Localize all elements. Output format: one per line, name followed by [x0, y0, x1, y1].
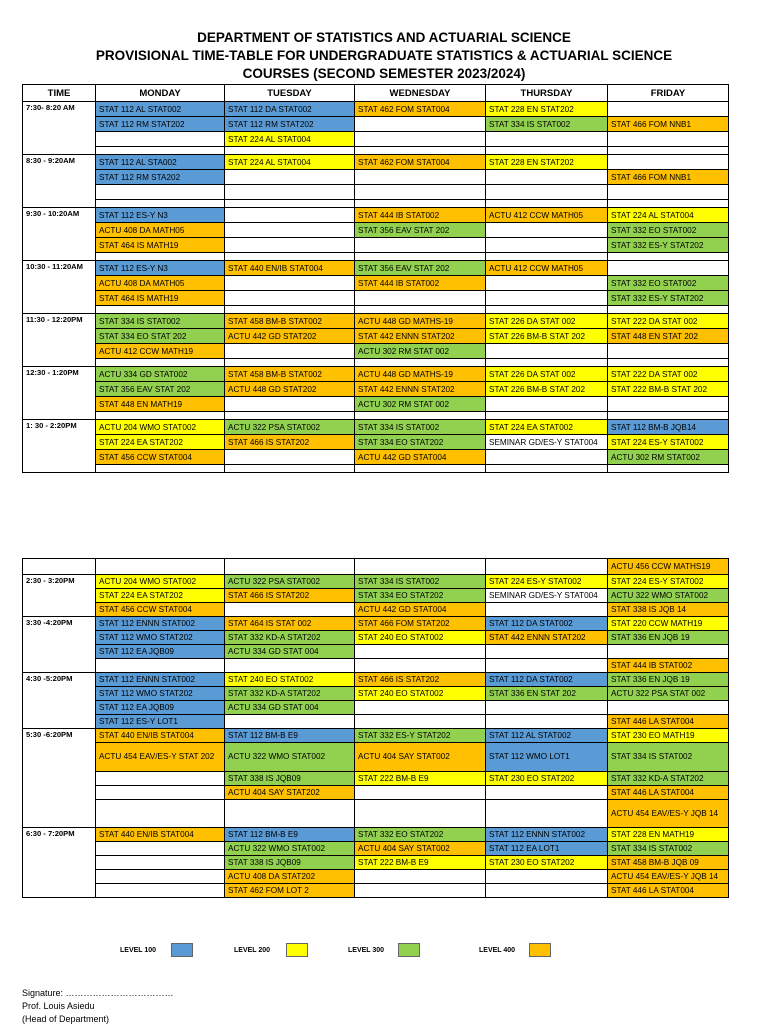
course-cell-thursday	[486, 397, 608, 412]
course-cell-thursday: SEMINAR GD/ES-Y STAT004	[486, 589, 608, 603]
spacer-cell	[355, 306, 486, 314]
spacer-cell	[225, 465, 355, 473]
course-cell-thursday: STAT 226 DA STAT 002	[486, 367, 608, 382]
course-cell-thursday: STAT 228 EN STAT202	[486, 155, 608, 170]
course-cell-tuesday	[225, 185, 355, 200]
course-cell-wednesday	[355, 645, 486, 659]
course-cell-thursday	[486, 276, 608, 291]
course-cell-wednesday: STAT 356 EAV STAT 202	[355, 261, 486, 276]
spacer-cell	[355, 200, 486, 208]
course-cell-friday	[608, 185, 729, 200]
course-cell-wednesday	[355, 238, 486, 253]
course-cell-thursday	[486, 659, 608, 673]
spacer-cell	[96, 359, 225, 367]
course-cell-wednesday: STAT 356 EAV STAT 202	[355, 223, 486, 238]
course-cell-wednesday: STAT 222 BM-B E9	[355, 856, 486, 870]
course-cell-wednesday: ACTU 442 GD STAT004	[355, 603, 486, 617]
course-cell-wednesday	[355, 659, 486, 673]
course-cell-thursday: ACTU 412 CCW MATH05	[486, 261, 608, 276]
course-cell-tuesday	[225, 208, 355, 223]
spacer-cell	[355, 147, 486, 155]
course-cell-tuesday: STAT 224 AL STAT004	[225, 132, 355, 147]
course-cell-tuesday: ACTU 334 GD STAT 004	[225, 701, 355, 715]
course-cell-wednesday	[355, 701, 486, 715]
course-cell-monday: STAT 448 EN MATH19	[96, 397, 225, 412]
course-cell-monday: STAT 112 ES-Y N3	[96, 261, 225, 276]
course-cell-tuesday	[225, 344, 355, 359]
course-cell-thursday	[486, 884, 608, 898]
course-cell-wednesday	[355, 132, 486, 147]
course-cell-thursday	[486, 238, 608, 253]
course-cell-monday: ACTU 204 WMO STAT002	[96, 575, 225, 589]
course-cell-friday: ACTU 456 CCW MATHS19	[608, 559, 729, 575]
course-cell-tuesday: ACTU 408 DA STAT202	[225, 870, 355, 884]
course-cell-monday: STAT 464 IS MATH19	[96, 238, 225, 253]
course-cell-wednesday: STAT 332 ES-Y STAT202	[355, 729, 486, 743]
spacer-cell	[225, 253, 355, 261]
course-cell-thursday	[486, 701, 608, 715]
column-header-tuesday: TUESDAY	[225, 85, 355, 102]
course-cell-monday: STAT 112 WMO STAT202	[96, 687, 225, 701]
course-cell-thursday	[486, 559, 608, 575]
spacer-cell	[608, 147, 729, 155]
course-cell-monday: STAT 112 AL STA002	[96, 155, 225, 170]
course-cell-tuesday	[225, 800, 355, 828]
course-cell-tuesday: STAT 112 BM-B E9	[225, 729, 355, 743]
course-cell-thursday: STAT 230 EO STAT202	[486, 856, 608, 870]
course-cell-tuesday	[225, 291, 355, 306]
course-cell-friday: ACTU 322 WMO STAT002	[608, 589, 729, 603]
course-cell-friday: STAT 446 LA STAT004	[608, 884, 729, 898]
course-cell-monday: STAT 112 EA JQB09	[96, 701, 225, 715]
course-cell-wednesday: STAT 442 ENNN STAT202	[355, 382, 486, 397]
course-cell-thursday	[486, 132, 608, 147]
course-cell-thursday: STAT 112 ENNN STAT002	[486, 828, 608, 842]
course-cell-thursday: STAT 112 DA STAT002	[486, 673, 608, 687]
course-cell-tuesday: STAT 466 IS STAT202	[225, 435, 355, 450]
course-cell-monday: STAT 112 ENNN STAT002	[96, 617, 225, 631]
course-cell-tuesday	[225, 170, 355, 185]
course-cell-tuesday: STAT 112 RM STAT202	[225, 117, 355, 132]
spacer-cell	[486, 359, 608, 367]
course-cell-tuesday: ACTU 322 WMO STAT002	[225, 842, 355, 856]
course-cell-monday: STAT 464 IS MATH19	[96, 291, 225, 306]
course-cell-thursday: STAT 224 ES-Y STAT002	[486, 575, 608, 589]
course-cell-monday	[96, 856, 225, 870]
course-cell-monday	[96, 659, 225, 673]
course-cell-monday: ACTU 454 EAV/ES-Y STAT 202	[96, 743, 225, 772]
course-cell-monday: STAT 440 EN/IB STAT004	[96, 828, 225, 842]
course-cell-tuesday: STAT 332 KD-A STAT202	[225, 631, 355, 645]
course-cell-friday: STAT 220 CCW MATH19	[608, 617, 729, 631]
course-cell-tuesday: STAT 338 IS JQB09	[225, 772, 355, 786]
time-slot: 5:30 -6:20PM	[23, 729, 96, 828]
course-cell-wednesday: ACTU 442 GD STAT004	[355, 450, 486, 465]
course-cell-tuesday: ACTU 322 PSA STAT002	[225, 575, 355, 589]
course-cell-monday	[96, 772, 225, 786]
course-cell-tuesday	[225, 238, 355, 253]
course-cell-friday	[608, 155, 729, 170]
course-cell-friday	[608, 344, 729, 359]
course-cell-monday	[96, 185, 225, 200]
course-cell-monday: STAT 112 ES-Y N3	[96, 208, 225, 223]
time-slot: 11:30 - 12:20PM	[23, 314, 96, 367]
course-cell-thursday	[486, 185, 608, 200]
course-cell-thursday: STAT 226 BM-B STAT 202	[486, 382, 608, 397]
course-cell-monday	[96, 800, 225, 828]
course-cell-monday: STAT 112 ES-Y LOT1	[96, 715, 225, 729]
course-cell-monday: ACTU 412 CCW MATH19	[96, 344, 225, 359]
course-cell-friday: STAT 112 BM-B JQB14	[608, 420, 729, 435]
title-timetable: PROVISIONAL TIME-TABLE FOR UNDERGRADUATE STATISTICS & ACTUARIAL SCIENCE	[95, 48, 673, 63]
course-cell-monday: STAT 456 CCW STAT004	[96, 603, 225, 617]
course-cell-monday: STAT 224 EA STAT202	[96, 589, 225, 603]
course-cell-thursday	[486, 223, 608, 238]
course-cell-friday	[608, 132, 729, 147]
course-cell-thursday: ACTU 412 CCW MATH05	[486, 208, 608, 223]
timetable-morning	[22, 84, 729, 473]
course-cell-monday	[96, 870, 225, 884]
course-cell-wednesday: STAT 444 IB STAT002	[355, 208, 486, 223]
course-cell-thursday: STAT 334 IS STAT002	[486, 117, 608, 132]
course-cell-wednesday: STAT 462 FOM STAT004	[355, 102, 486, 117]
title-semester: COURSES (SECOND SEMESTER 2023/2024)	[242, 66, 526, 81]
course-cell-monday	[96, 786, 225, 800]
signatory-name: Prof. Louis Asiedu	[22, 1001, 95, 1011]
course-cell-friday: ACTU 322 PSA STAT 002	[608, 687, 729, 701]
course-cell-wednesday: ACTU 448 GD MATHS-19	[355, 314, 486, 329]
course-cell-tuesday: STAT 462 FOM LOT 2	[225, 884, 355, 898]
course-cell-wednesday: STAT 444 IB STAT002	[355, 276, 486, 291]
course-cell-wednesday: ACTU 302 RM STAT 002	[355, 344, 486, 359]
time-slot: 10:30 - 11:20AM	[23, 261, 96, 314]
course-cell-friday	[608, 701, 729, 715]
course-cell-tuesday: STAT 466 IS STAT202	[225, 589, 355, 603]
signature-block	[22, 987, 174, 1026]
course-cell-thursday	[486, 170, 608, 185]
course-cell-wednesday: STAT 466 FOM STAT202	[355, 617, 486, 631]
legend-label-200: LEVEL 200	[234, 947, 271, 954]
spacer-cell	[486, 147, 608, 155]
course-cell-wednesday: ACTU 404 SAY STAT002	[355, 743, 486, 772]
course-cell-tuesday	[225, 559, 355, 575]
course-cell-tuesday: STAT 240 EO STAT002	[225, 673, 355, 687]
course-cell-wednesday	[355, 786, 486, 800]
spacer-cell	[96, 412, 225, 420]
course-cell-monday: STAT 440 EN/IB STAT004	[96, 729, 225, 743]
course-cell-monday: STAT 112 RM STA202	[96, 170, 225, 185]
course-cell-wednesday: STAT 334 EO STAT202	[355, 589, 486, 603]
course-cell-tuesday	[225, 659, 355, 673]
legend-swatch-200	[286, 943, 308, 957]
signatory-title: (Head of Department)	[22, 1014, 110, 1024]
course-cell-tuesday: STAT 332 KD-A STAT202	[225, 687, 355, 701]
course-cell-wednesday	[355, 884, 486, 898]
spacer-cell	[96, 147, 225, 155]
timetable-afternoon	[22, 558, 729, 898]
course-cell-monday: STAT 356 EAV STAT 202	[96, 382, 225, 397]
course-cell-wednesday: STAT 466 IS STAT202	[355, 673, 486, 687]
course-cell-wednesday: STAT 334 IS STAT002	[355, 575, 486, 589]
column-header-time: TIME	[23, 85, 96, 102]
course-cell-tuesday: STAT 224 AL STAT004	[225, 155, 355, 170]
course-cell-thursday: STAT 112 DA STAT002	[486, 617, 608, 631]
course-cell-friday: STAT 446 LA STAT004	[608, 786, 729, 800]
column-header-wednesday: WEDNESDAY	[355, 85, 486, 102]
course-cell-friday: STAT 222 DA STAT 002	[608, 314, 729, 329]
course-cell-wednesday: STAT 240 EO STAT002	[355, 631, 486, 645]
spacer-cell	[355, 253, 486, 261]
course-cell-thursday	[486, 870, 608, 884]
course-cell-wednesday: STAT 442 ENNN STAT202	[355, 329, 486, 344]
course-cell-friday	[608, 397, 729, 412]
course-cell-thursday	[486, 645, 608, 659]
course-cell-friday: STAT 332 EO STAT002	[608, 276, 729, 291]
course-cell-friday: STAT 334 IS STAT002	[608, 743, 729, 772]
time-slot: 4:30 -5:20PM	[23, 673, 96, 729]
course-cell-thursday: STAT 112 AL STAT002	[486, 729, 608, 743]
course-cell-wednesday: ACTU 448 GD MATHS-19	[355, 367, 486, 382]
spacer-cell	[225, 359, 355, 367]
spacer-cell	[225, 412, 355, 420]
spacer-cell	[225, 306, 355, 314]
course-cell-tuesday: ACTU 404 SAY STAT202	[225, 786, 355, 800]
spacer-cell	[96, 200, 225, 208]
course-cell-thursday: SEMINAR GD/ES-Y STAT004	[486, 435, 608, 450]
course-cell-thursday: STAT 226 DA STAT 002	[486, 314, 608, 329]
legend-label-300: LEVEL 300	[348, 947, 385, 954]
time-slot: 12:30 - 1:20PM	[23, 367, 96, 420]
course-cell-wednesday: ACTU 404 SAY STAT002	[355, 842, 486, 856]
course-cell-tuesday	[225, 223, 355, 238]
time-slot: 3:30 -4:20PM	[23, 617, 96, 673]
course-cell-tuesday: STAT 112 DA STAT002	[225, 102, 355, 117]
spacer-cell	[608, 465, 729, 473]
course-cell-monday: ACTU 334 GD STAT002	[96, 367, 225, 382]
course-cell-friday	[608, 261, 729, 276]
column-header-friday: FRIDAY	[608, 85, 729, 102]
legend-swatch-100	[171, 943, 193, 957]
level-legend	[0, 943, 768, 959]
course-cell-friday: STAT 224 ES-Y STAT002	[608, 575, 729, 589]
course-cell-monday: ACTU 408 DA MATH05	[96, 276, 225, 291]
course-cell-thursday: STAT 112 EA LOT1	[486, 842, 608, 856]
course-cell-friday: STAT 222 DA STAT 002	[608, 367, 729, 382]
course-cell-tuesday: STAT 440 EN/IB STAT004	[225, 261, 355, 276]
spacer-cell	[486, 306, 608, 314]
course-cell-friday: STAT 448 EN STAT 202	[608, 329, 729, 344]
course-cell-friday	[608, 102, 729, 117]
course-cell-tuesday: ACTU 322 WMO STAT002	[225, 743, 355, 772]
course-cell-friday: STAT 332 KD-A STAT202	[608, 772, 729, 786]
course-cell-wednesday: STAT 334 IS STAT002	[355, 420, 486, 435]
course-cell-friday: STAT 466 FOM NNB1	[608, 170, 729, 185]
course-cell-monday	[96, 884, 225, 898]
spacer-cell	[355, 412, 486, 420]
spacer-cell	[96, 465, 225, 473]
course-cell-tuesday	[225, 397, 355, 412]
spacer-cell	[96, 306, 225, 314]
spacer-cell	[608, 200, 729, 208]
spacer-cell	[486, 253, 608, 261]
legend-label-100: LEVEL 100	[120, 947, 157, 954]
spacer-cell	[608, 306, 729, 314]
spacer-cell	[225, 147, 355, 155]
spacer-cell	[486, 465, 608, 473]
time-slot: 7:30- 8:20 AM	[23, 102, 96, 155]
course-cell-friday: STAT 224 ES-Y STAT002	[608, 435, 729, 450]
legend-swatch-300	[398, 943, 420, 957]
course-cell-tuesday: ACTU 334 GD STAT 004	[225, 645, 355, 659]
course-cell-tuesday: STAT 458 BM-B STAT002	[225, 367, 355, 382]
course-cell-wednesday	[355, 800, 486, 828]
time-slot: 8:30 - 9:20AM	[23, 155, 96, 208]
course-cell-wednesday: STAT 462 FOM STAT004	[355, 155, 486, 170]
course-cell-monday	[96, 842, 225, 856]
time-slot	[23, 559, 96, 575]
course-cell-tuesday: ACTU 442 GD STAT202	[225, 329, 355, 344]
spacer-cell	[608, 412, 729, 420]
course-cell-friday: STAT 444 IB STAT002	[608, 659, 729, 673]
course-cell-friday: STAT 332 ES-Y STAT202	[608, 291, 729, 306]
course-cell-friday: ACTU 302 RM STAT002	[608, 450, 729, 465]
course-cell-tuesday: STAT 112 BM-B E9	[225, 828, 355, 842]
course-cell-wednesday: STAT 222 BM-B E9	[355, 772, 486, 786]
course-cell-wednesday	[355, 185, 486, 200]
course-cell-monday: STAT 112 ENNN STAT002	[96, 673, 225, 687]
course-cell-friday: ACTU 454 EAV/ES-Y JQB 14	[608, 800, 729, 828]
spacer-cell	[225, 200, 355, 208]
course-cell-thursday	[486, 344, 608, 359]
course-cell-thursday: STAT 442 ENNN STAT202	[486, 631, 608, 645]
time-slot: 6:30 - 7:20PM	[23, 828, 96, 898]
course-cell-thursday: STAT 224 EA STAT002	[486, 420, 608, 435]
legend-swatch-400	[529, 943, 551, 957]
course-cell-monday: ACTU 204 WMO STAT002	[96, 420, 225, 435]
course-cell-wednesday	[355, 715, 486, 729]
course-cell-thursday	[486, 800, 608, 828]
course-cell-wednesday	[355, 170, 486, 185]
course-cell-friday: STAT 230 EO MATH19	[608, 729, 729, 743]
course-cell-monday: STAT 334 IS STAT002	[96, 314, 225, 329]
course-cell-wednesday	[355, 117, 486, 132]
course-cell-tuesday	[225, 276, 355, 291]
course-cell-thursday	[486, 786, 608, 800]
course-cell-friday: STAT 334 IS STAT002	[608, 842, 729, 856]
course-cell-tuesday	[225, 715, 355, 729]
course-cell-friday	[608, 645, 729, 659]
course-cell-tuesday	[225, 603, 355, 617]
course-cell-monday	[96, 559, 225, 575]
course-cell-friday: STAT 446 LA STAT004	[608, 715, 729, 729]
course-cell-friday: STAT 338 IS JQB 14	[608, 603, 729, 617]
course-cell-thursday	[486, 603, 608, 617]
course-cell-tuesday: ACTU 448 GD STAT202	[225, 382, 355, 397]
spacer-cell	[355, 359, 486, 367]
course-cell-friday: STAT 228 EN MATH19	[608, 828, 729, 842]
course-cell-friday: STAT 336 EN JQB 19	[608, 673, 729, 687]
course-cell-friday: STAT 336 EN JQB 19	[608, 631, 729, 645]
course-cell-wednesday: STAT 332 EO STAT202	[355, 828, 486, 842]
course-cell-thursday: STAT 228 EN STAT202	[486, 102, 608, 117]
course-cell-wednesday	[355, 559, 486, 575]
course-cell-thursday: STAT 336 EN STAT 202	[486, 687, 608, 701]
course-cell-thursday: STAT 226 BM-B STAT 202	[486, 329, 608, 344]
course-cell-wednesday	[355, 291, 486, 306]
course-cell-friday: STAT 332 ES-Y STAT202	[608, 238, 729, 253]
legend-label-400: LEVEL 400	[479, 947, 516, 954]
time-slot: 1: 30 - 2:20PM	[23, 420, 96, 473]
course-cell-thursday	[486, 291, 608, 306]
course-cell-monday: STAT 334 EO STAT 202	[96, 329, 225, 344]
course-cell-friday: ACTU 454 EAV/ES-Y JQB 14	[608, 870, 729, 884]
course-cell-monday: STAT 112 RM STAT202	[96, 117, 225, 132]
course-cell-tuesday: STAT 458 BM-B STAT002	[225, 314, 355, 329]
course-cell-friday: STAT 224 AL STAT004	[608, 208, 729, 223]
course-cell-wednesday	[355, 870, 486, 884]
signature-line: Signature: ………………………………	[22, 988, 174, 998]
spacer-cell	[486, 200, 608, 208]
course-cell-wednesday: ACTU 302 RM STAT 002	[355, 397, 486, 412]
course-cell-thursday	[486, 715, 608, 729]
course-cell-tuesday: ACTU 322 PSA STAT002	[225, 420, 355, 435]
column-header-monday: MONDAY	[96, 85, 225, 102]
course-cell-thursday: STAT 230 EO STAT202	[486, 772, 608, 786]
course-cell-monday: STAT 112 EA JQB09	[96, 645, 225, 659]
course-cell-monday: STAT 112 AL STAT002	[96, 102, 225, 117]
course-cell-thursday	[486, 450, 608, 465]
course-cell-monday: ACTU 408 DA MATH05	[96, 223, 225, 238]
course-cell-tuesday: STAT 338 IS JQB09	[225, 856, 355, 870]
spacer-cell	[96, 253, 225, 261]
course-cell-monday	[96, 132, 225, 147]
course-cell-thursday: STAT 112 WMO LOT1	[486, 743, 608, 772]
course-cell-tuesday: STAT 464 IS STAT 002	[225, 617, 355, 631]
spacer-cell	[355, 465, 486, 473]
course-cell-friday: STAT 332 EO STAT002	[608, 223, 729, 238]
time-slot: 2:30 - 3:20PM	[23, 575, 96, 617]
course-cell-monday: STAT 112 WMO STAT202	[96, 631, 225, 645]
time-slot: 9:30 - 10:20AM	[23, 208, 96, 261]
spacer-cell	[486, 412, 608, 420]
course-cell-wednesday: STAT 334 EO STAT202	[355, 435, 486, 450]
spacer-cell	[608, 253, 729, 261]
course-cell-monday: STAT 456 CCW STAT004	[96, 450, 225, 465]
course-cell-friday: STAT 222 BM-B STAT 202	[608, 382, 729, 397]
course-cell-friday: STAT 458 BM-B JQB 09	[608, 856, 729, 870]
course-cell-wednesday: STAT 240 EO STAT002	[355, 687, 486, 701]
course-cell-friday: STAT 466 FOM NNB1	[608, 117, 729, 132]
course-cell-tuesday	[225, 450, 355, 465]
column-header-thursday: THURSDAY	[486, 85, 608, 102]
spacer-cell	[608, 359, 729, 367]
title-department: DEPARTMENT OF STATISTICS AND ACTUARIAL SCIENCE	[197, 30, 571, 45]
course-cell-monday: STAT 224 EA STAT202	[96, 435, 225, 450]
